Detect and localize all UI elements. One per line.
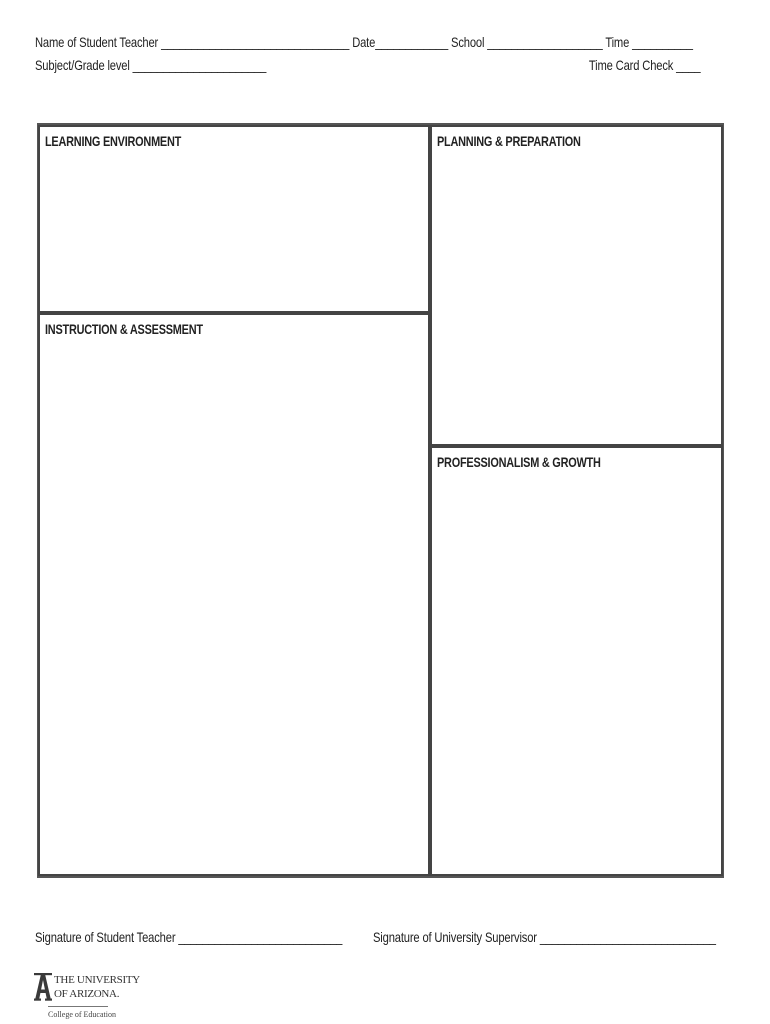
student-signature-label: Signature of Student Teacher (35, 929, 176, 945)
time-field[interactable]: __________ (632, 34, 693, 50)
learning-environment-heading: LEARNING ENVIRONMENT (45, 133, 182, 149)
header-line-2-right (588, 57, 700, 73)
student-teacher-name-label: Name of Student Teacher (35, 34, 159, 50)
planning-preparation-box[interactable] (430, 125, 723, 446)
date-label: Date (352, 34, 376, 50)
supervisor-signature-line (373, 929, 716, 945)
student-signature-field[interactable]: ___________________________ (178, 929, 343, 945)
date-field[interactable]: ____________ (375, 34, 449, 50)
professionalism-growth-box[interactable] (430, 446, 723, 876)
header-line-1 (35, 34, 693, 50)
supervisor-signature-field[interactable]: _____________________________ (539, 929, 716, 945)
school-label: School (451, 34, 485, 50)
instruction-assessment-heading: INSTRUCTION & ASSESSMENT (45, 321, 203, 337)
learning-environment-box[interactable] (38, 125, 430, 313)
logo-line-2: OF ARIZONA. (54, 988, 120, 1000)
student-teacher-name-field[interactable]: _______________________________ (161, 34, 350, 50)
header-line-2-left (35, 57, 266, 73)
school-field[interactable]: ___________________ (487, 34, 603, 50)
time-label: Time (605, 34, 630, 50)
student-signature-line (35, 929, 342, 945)
supervisor-signature-label: Signature of University Supervisor (373, 929, 537, 945)
subject-grade-label: Subject/Grade level (35, 57, 130, 73)
logo-line-1: THE UNIVERSITY (54, 974, 140, 986)
university-logo (34, 970, 154, 1024)
logo-divider (48, 1006, 108, 1007)
logo-subline: College of Education (48, 1010, 116, 1019)
time-card-check-field[interactable]: ____ (675, 57, 700, 73)
subject-grade-field[interactable]: ______________________ (132, 57, 267, 73)
instruction-assessment-box[interactable] (38, 313, 430, 876)
time-card-check-label: Time Card Check (588, 57, 673, 73)
planning-preparation-heading: PLANNING & PREPARATION (437, 133, 581, 149)
arizona-a-icon (34, 972, 52, 1002)
professionalism-growth-heading: PROFESSIONALISM & GROWTH (437, 454, 601, 470)
